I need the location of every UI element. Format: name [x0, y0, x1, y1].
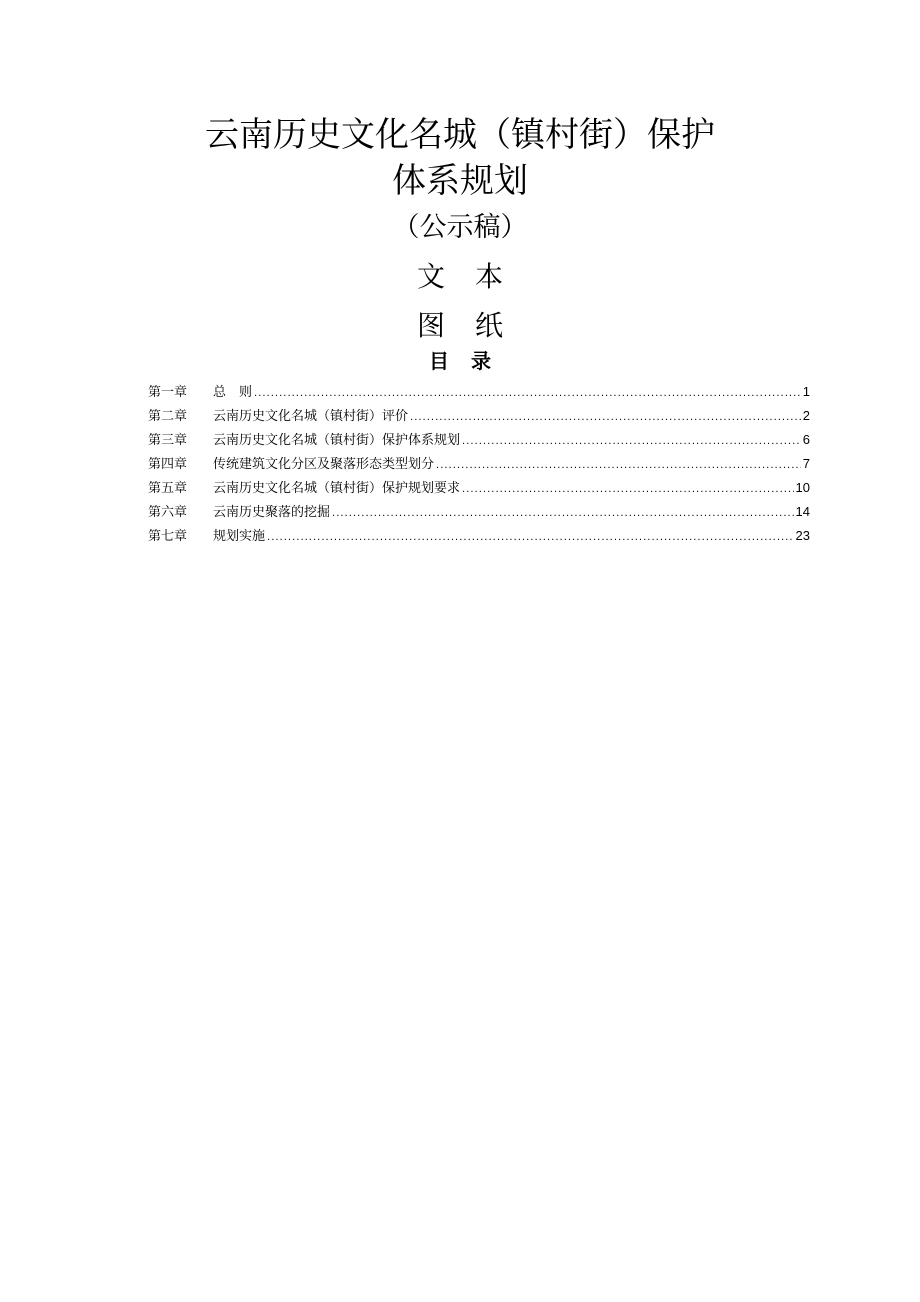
section-drawings-heading: [0, 305, 920, 347]
toc-entry[interactable]: [148, 524, 810, 548]
section-text-heading: [0, 256, 920, 298]
toc-chapter-number: 第五章: [148, 481, 188, 496]
toc-page-number: 6: [802, 432, 810, 447]
toc-entry[interactable]: [148, 476, 810, 500]
toc-leader-dots: [267, 526, 794, 550]
section-text-char-2: 本: [475, 260, 504, 293]
toc-entry[interactable]: [148, 452, 810, 476]
toc-leader-dots: [332, 502, 794, 526]
toc-leader-dots: [462, 430, 801, 454]
toc-page-number: 10: [795, 480, 810, 495]
toc-entry[interactable]: [148, 380, 810, 404]
toc-entry[interactable]: [148, 404, 810, 428]
toc-page-number: 2: [802, 408, 810, 423]
toc-heading-char-2: 录: [471, 349, 491, 373]
section-drawings-char-2: 纸: [475, 309, 504, 342]
toc-page-number: 1: [802, 384, 810, 399]
toc-chapter-title: 云南历史聚落的挖掘: [213, 505, 331, 520]
toc-chapter-title: 规划实施: [213, 529, 266, 544]
toc-chapter-title: 总 则: [213, 385, 253, 400]
toc-chapter-title: 传统建筑文化分区及聚落形态类型划分: [213, 457, 435, 472]
toc-chapter-number: 第三章: [148, 433, 188, 448]
toc-chapter-title: 云南历史文化名城（镇村街）评价: [213, 409, 409, 424]
toc-entry[interactable]: [148, 500, 810, 524]
document-subtitle: （公示稿）: [392, 212, 528, 243]
document-title-line2: 体系规划: [392, 161, 528, 201]
toc-chapter-number: 第一章: [148, 385, 188, 400]
toc-heading-char-1: 目: [429, 349, 449, 373]
section-text-char-1: 文: [416, 260, 445, 293]
toc-page-number: 14: [795, 504, 810, 519]
toc-leader-dots: [462, 478, 794, 502]
document-title-line1: 云南历史文化名城（镇村街）保护: [205, 115, 715, 155]
toc-chapter-number: 第六章: [148, 505, 188, 520]
toc-page-number: 23: [795, 528, 810, 543]
toc-chapter-number: 第二章: [148, 409, 188, 424]
toc-leader-dots: [410, 406, 801, 430]
toc-leader-dots: [254, 382, 801, 406]
toc-chapter-title: 云南历史文化名城（镇村街）保护规划要求: [213, 481, 461, 496]
toc-heading: [0, 346, 920, 376]
toc-chapter-number: 第四章: [148, 457, 188, 472]
toc-page-number: 7: [802, 456, 810, 471]
section-drawings-char-1: 图: [416, 309, 445, 342]
toc-chapter-number: 第七章: [148, 529, 188, 544]
toc-leader-dots: [436, 454, 801, 478]
table-of-contents: [148, 380, 810, 548]
toc-chapter-title: 云南历史文化名城（镇村街）保护体系规划: [213, 433, 461, 448]
toc-entry[interactable]: [148, 428, 810, 452]
